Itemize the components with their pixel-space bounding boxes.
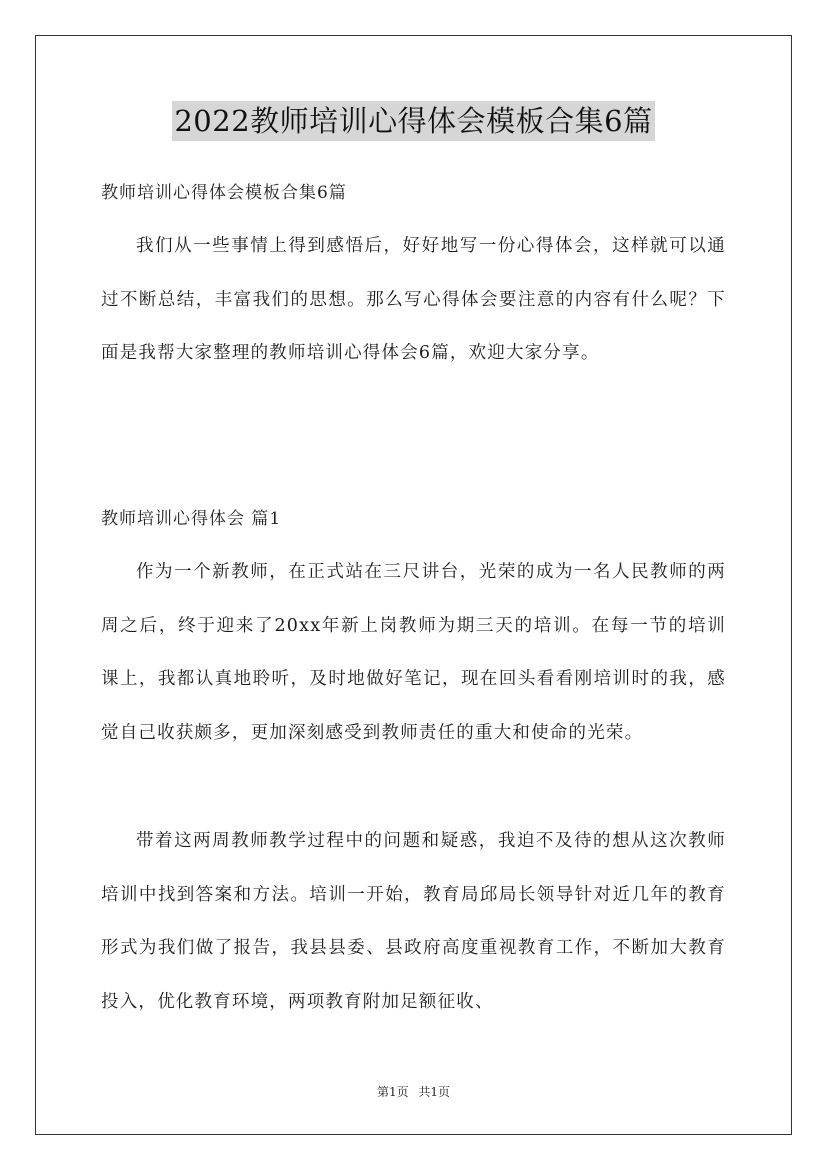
page-footer	[0, 1084, 827, 1100]
document-title: 2022教师培训心得体会模板合集6篇	[172, 101, 654, 141]
body-paragraph-1: 作为一个新教师，在正式站在三尺讲台，光荣的成为一名人民教师的两周之后，终于迎来了20xx年新上岗教师为期三天的培训。在每一节的培训课上，我都认真地聆听，及时地做好笔记，现在回头看看刚培训时的我，感觉自己收获颇多，更加深刻感受到教师责任的重大和使命的光荣。	[101, 562, 726, 743]
body-paragraph-2: 带着这两周教师教学过程中的问题和疑惑，我迫不及待的想从这次教师培训中找到答案和方法。培训一开始，教育局邱局长领导针对近几年的教育形式为我们做了报告，我县县委、县政府高度重视教育工作，不断加大教育投入，优化教育环境，两项教育附加足额征收、	[101, 831, 726, 1012]
section-heading: 教师培训心得体会 篇1	[101, 509, 282, 529]
intro-paragraph: 我们从一些事情上得到感悟后，好好地写一份心得体会，这样就可以通过不断总结，丰富我们的思想。那么写心得体会要注意的内容有什么呢？下面是我帮大家整理的教师培训心得体会6篇，欢迎大家分享。	[101, 236, 726, 363]
title-container	[0, 101, 827, 141]
document-subtitle: 教师培训心得体会模板合集6篇	[101, 183, 347, 203]
page-total: 共1页	[418, 1085, 451, 1099]
page-number: 第1页	[376, 1085, 409, 1099]
